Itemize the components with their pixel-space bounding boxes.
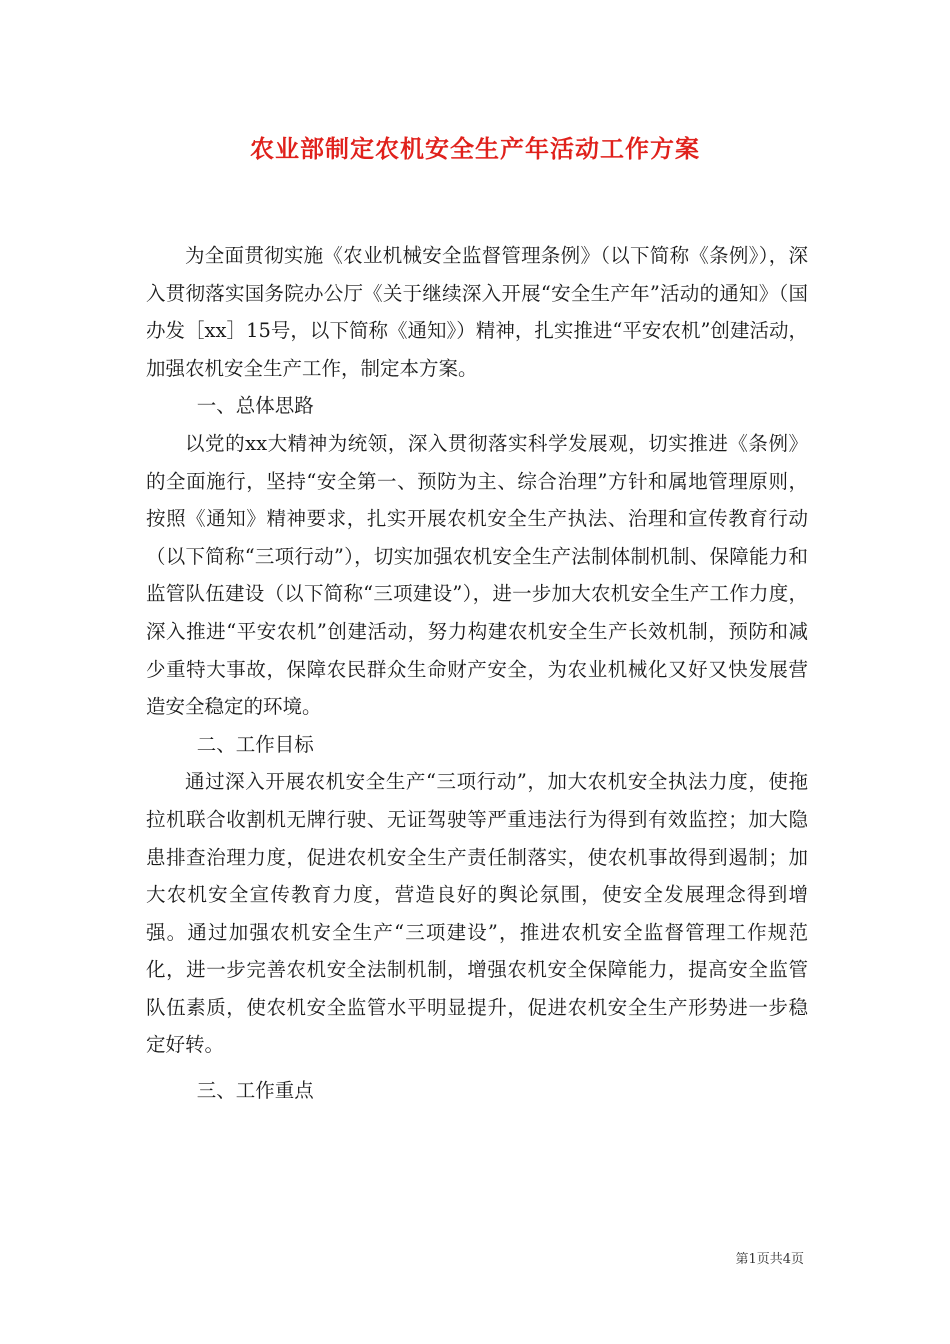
document-body	[146, 237, 808, 1110]
section-1-paragraph: 以党的xx大精神为统领，深入贯彻落实科学发展观，切实推进《条例》的全面施行，坚持“安全第一、预防为主、综合治理”方针和属地管理原则，按照《通知》精神要求，扎实开展农机安全生产执法、治理和宣传教育行动（以下简称“三项行动”），切实加强农机安全生产法制体制机制、保障能力和监管队伍建设（以下简称“三项建设”），进一步加大农机安全生产工作力度，深入推进“平安农机”创建活动，努力构建农机安全生产长效机制，预防和减少重特大事故，保障农民群众生命财产安全，为农业机械化又好又快发展营造安全稳定的环境。	[146, 431, 808, 719]
section-heading-3: 三、工作重点	[196, 1079, 314, 1103]
section-2-paragraph: 通过深入开展农机安全生产“三项行动”，加大农机安全执法力度，使拖拉机联合收割机无牌行驶、无证驾驶等严重违法行为得到有效监控；加大隐患排查治理力度，促进农机安全生产责任制落实，使农机事故得到遏制；加大农机安全宣传教育力度，营造良好的舆论氛围，使安全发展理念得到增强。通过加强农机安全生产“三项建设”，推进农机安全监督管理工作规范化，进一步完善农机安全法制机制，增强农机安全保障能力，提高安全监管队伍素质，使农机安全监管水平明显提升，促进农机安全生产形势进一步稳定好转。	[146, 770, 808, 1057]
section-heading-2: 二、工作目标	[196, 732, 314, 756]
page-number: 第1页共4页	[735, 1252, 804, 1267]
intro-paragraph: 为全面贯彻实施《农业机械安全监督管理条例》（以下简称《条例》），深入贯彻落实国务院办公厅《关于继续深入开展“安全生产年”活动的通知》（国办发［xx］15号，以下简称《通知》）精神，扎实推进“平安农机”创建活动，加强农机安全生产工作，制定本方案。	[146, 244, 808, 380]
section-heading-1: 一、总体思路	[196, 394, 314, 418]
document-title: 农业部制定农机安全生产年活动工作方案	[250, 135, 700, 163]
